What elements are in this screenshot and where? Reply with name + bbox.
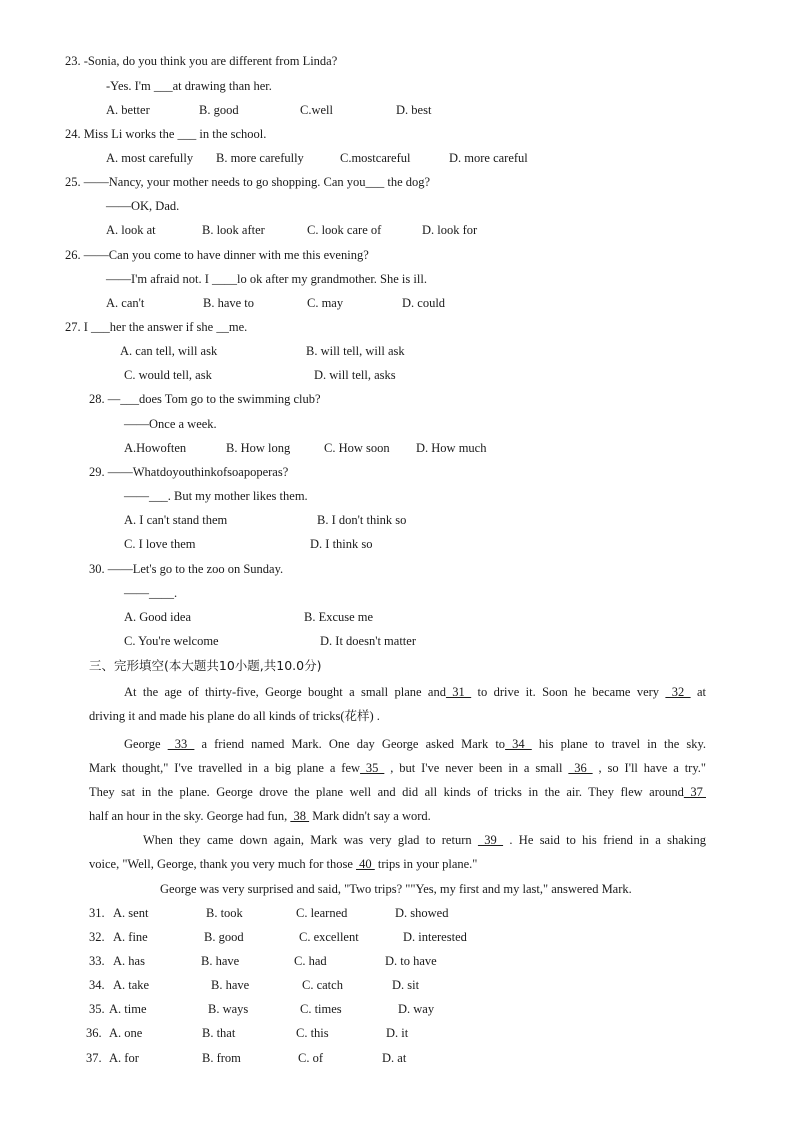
passage-text: When they came down again, Mark was very glad to return bbox=[143, 833, 478, 847]
option-c: C. learned bbox=[296, 906, 348, 920]
question-28-dialog: ——Once a week. bbox=[124, 417, 217, 431]
blank-33: 33 bbox=[167, 737, 195, 751]
question-25-dialog: ——OK, Dad. bbox=[106, 199, 180, 213]
option-a: A. can tell, will ask bbox=[120, 344, 218, 358]
passage-text: . He said to his friend in a shaking bbox=[503, 833, 706, 847]
option-c: C. this bbox=[296, 1026, 329, 1040]
option-b: B. that bbox=[202, 1026, 236, 1040]
option-d: D. way bbox=[398, 1002, 435, 1016]
option-d: D. interested bbox=[403, 930, 467, 944]
passage-text: , so I'll have a try." bbox=[592, 761, 707, 775]
option-b: B. good bbox=[199, 103, 239, 117]
option-b: B. I don't think so bbox=[317, 513, 407, 527]
choice-number: 31. bbox=[89, 906, 105, 920]
passage-paragraph-2 bbox=[89, 736, 706, 832]
question-30-dialog: ——____. bbox=[124, 586, 178, 600]
passage-paragraph-3 bbox=[89, 832, 706, 880]
passage-text: Mark thought," I've travelled in a big plane a few bbox=[89, 761, 361, 775]
passage-text: at bbox=[690, 685, 706, 699]
option-d: D. best bbox=[396, 103, 432, 117]
option-c: C. I love them bbox=[124, 537, 196, 551]
option-a: A. has bbox=[113, 954, 145, 968]
option-d: D. to have bbox=[385, 954, 437, 968]
question-29-dialog: ——___. But my mother likes them. bbox=[124, 489, 308, 503]
blank-38: 38 bbox=[290, 809, 310, 823]
blank-36: 36 bbox=[568, 761, 593, 775]
blank-37: 37 bbox=[683, 785, 706, 799]
passage-line bbox=[89, 760, 706, 784]
passage-paragraph-4: George was very surprised and said, "Two trips? ""Yes, my first and my last," answered Mark. bbox=[160, 882, 632, 896]
option-c: C. of bbox=[298, 1051, 323, 1065]
option-b: B. more carefully bbox=[216, 151, 304, 165]
blank-34: 34 bbox=[505, 737, 532, 751]
choice-number: 33. bbox=[89, 954, 105, 968]
option-d: D. could bbox=[402, 296, 446, 310]
option-b: B. have bbox=[201, 954, 240, 968]
passage-text: George bbox=[124, 737, 168, 751]
blank-39: 39 bbox=[477, 833, 504, 847]
option-c: C. had bbox=[294, 954, 327, 968]
option-d: D. more careful bbox=[449, 151, 528, 165]
passage-line bbox=[89, 808, 706, 832]
passage-text: , but I've never been in a small bbox=[384, 761, 569, 775]
option-d: D. at bbox=[382, 1051, 407, 1065]
passage-text: to drive it. Soon he became very bbox=[471, 685, 666, 699]
option-c: C.well bbox=[300, 103, 333, 117]
option-b: B. good bbox=[204, 930, 244, 944]
section-title: 三、完形填空(本大题共10小题,共10.0分) bbox=[89, 658, 322, 673]
option-b: B. have bbox=[211, 978, 250, 992]
passage-text: They sat in the plane. George drove the plane well and did all kinds of tricks in the air. They flew around bbox=[89, 785, 684, 799]
option-d: D. sit bbox=[392, 978, 420, 992]
choice-number: 36. bbox=[86, 1026, 102, 1040]
passage-text: driving it and made his plane do all kinds of tricks(花样) . bbox=[89, 709, 380, 723]
passage-text: At the age of thirty-five, George bought a small plane and bbox=[124, 685, 446, 699]
question-26-dialog: ——I'm afraid not. I ____lo ok after my grandmother. She is ill. bbox=[106, 272, 427, 286]
passage-line bbox=[89, 708, 706, 732]
choice-number: 34. bbox=[89, 978, 105, 992]
passage-text: trips in your plane." bbox=[374, 857, 478, 871]
option-c: C. would tell, ask bbox=[124, 368, 212, 382]
option-c: C. excellent bbox=[299, 930, 359, 944]
option-d: D. It doesn't matter bbox=[320, 634, 416, 648]
passage-text: his plane to travel in the sky. bbox=[531, 737, 707, 751]
question-26-stem: 26. ——Can you come to have dinner with me this evening? bbox=[65, 248, 369, 262]
option-a: A. better bbox=[106, 103, 150, 117]
option-b: B. look after bbox=[202, 223, 265, 237]
option-b: B. Excuse me bbox=[304, 610, 374, 624]
option-a: A.Howoften bbox=[124, 441, 187, 455]
blank-35: 35 bbox=[360, 761, 385, 775]
option-d: D. I think so bbox=[310, 537, 373, 551]
option-c: C. You're welcome bbox=[124, 634, 219, 648]
question-23-stem: 23. -Sonia, do you think you are different from Linda? bbox=[65, 54, 338, 68]
passage-line bbox=[89, 856, 706, 880]
option-c: C. times bbox=[300, 1002, 342, 1016]
option-a: A. take bbox=[113, 978, 150, 992]
option-c: C. How soon bbox=[324, 441, 390, 455]
choice-number: 35. bbox=[89, 1002, 105, 1016]
option-a: A. most carefully bbox=[106, 151, 194, 165]
option-a: A. Good idea bbox=[124, 610, 191, 624]
option-b: B. took bbox=[206, 906, 243, 920]
question-29-stem: 29. ——Whatdoyouthinkofsoapoperas? bbox=[89, 465, 289, 479]
passage-paragraph-1 bbox=[89, 684, 706, 732]
option-a: A. sent bbox=[113, 906, 149, 920]
passage-text: a friend named Mark. One day George asked Mark to bbox=[194, 737, 506, 751]
question-23-dialog: -Yes. I'm ___at drawing than her. bbox=[106, 79, 272, 93]
blank-32: 32 bbox=[665, 685, 691, 699]
option-d: D. will tell, asks bbox=[314, 368, 396, 382]
passage-line bbox=[89, 832, 706, 856]
question-25-stem: 25. ——Nancy, your mother needs to go shopping. Can you___ the dog? bbox=[65, 175, 431, 189]
question-28-stem: 28. —___does Tom go to the swimming club? bbox=[89, 392, 321, 406]
option-a: A. can't bbox=[106, 296, 145, 310]
option-c: C.mostcareful bbox=[340, 151, 411, 165]
option-d: D. showed bbox=[395, 906, 449, 920]
option-b: B. will tell, will ask bbox=[306, 344, 405, 358]
option-d: D. How much bbox=[416, 441, 487, 455]
passage-text: half an hour in the sky. George had fun, bbox=[89, 809, 291, 823]
option-c: C. look care of bbox=[307, 223, 382, 237]
option-c: C. may bbox=[307, 296, 344, 310]
option-d: D. look for bbox=[422, 223, 478, 237]
option-c: C. catch bbox=[302, 978, 343, 992]
option-a: A. one bbox=[109, 1026, 143, 1040]
blank-40: 40 bbox=[356, 857, 375, 871]
question-24-stem: 24. Miss Li works the ___ in the school. bbox=[65, 127, 267, 141]
option-a: A. for bbox=[109, 1051, 139, 1065]
option-b: B. from bbox=[202, 1051, 241, 1065]
question-30-stem: 30. ——Let's go to the zoo on Sunday. bbox=[89, 562, 284, 576]
option-a: A. time bbox=[109, 1002, 147, 1016]
option-a: A. fine bbox=[113, 930, 148, 944]
option-a: A. I can't stand them bbox=[124, 513, 228, 527]
passage-text: Mark didn't say a word. bbox=[309, 809, 431, 823]
option-b: B. ways bbox=[208, 1002, 249, 1016]
passage-line bbox=[89, 736, 706, 760]
passage-text: voice, "Well, George, thank you very much for those bbox=[89, 857, 356, 871]
choice-number: 32. bbox=[89, 930, 105, 944]
option-d: D. it bbox=[386, 1026, 409, 1040]
question-27-stem: 27. I ___her the answer if she __me. bbox=[65, 320, 248, 334]
option-b: B. have to bbox=[203, 296, 255, 310]
passage-line bbox=[89, 784, 706, 808]
passage-line bbox=[89, 684, 706, 708]
choice-number: 37. bbox=[86, 1051, 102, 1065]
blank-31: 31 bbox=[445, 685, 472, 699]
option-a: A. look at bbox=[106, 223, 156, 237]
option-b: B. How long bbox=[226, 441, 291, 455]
